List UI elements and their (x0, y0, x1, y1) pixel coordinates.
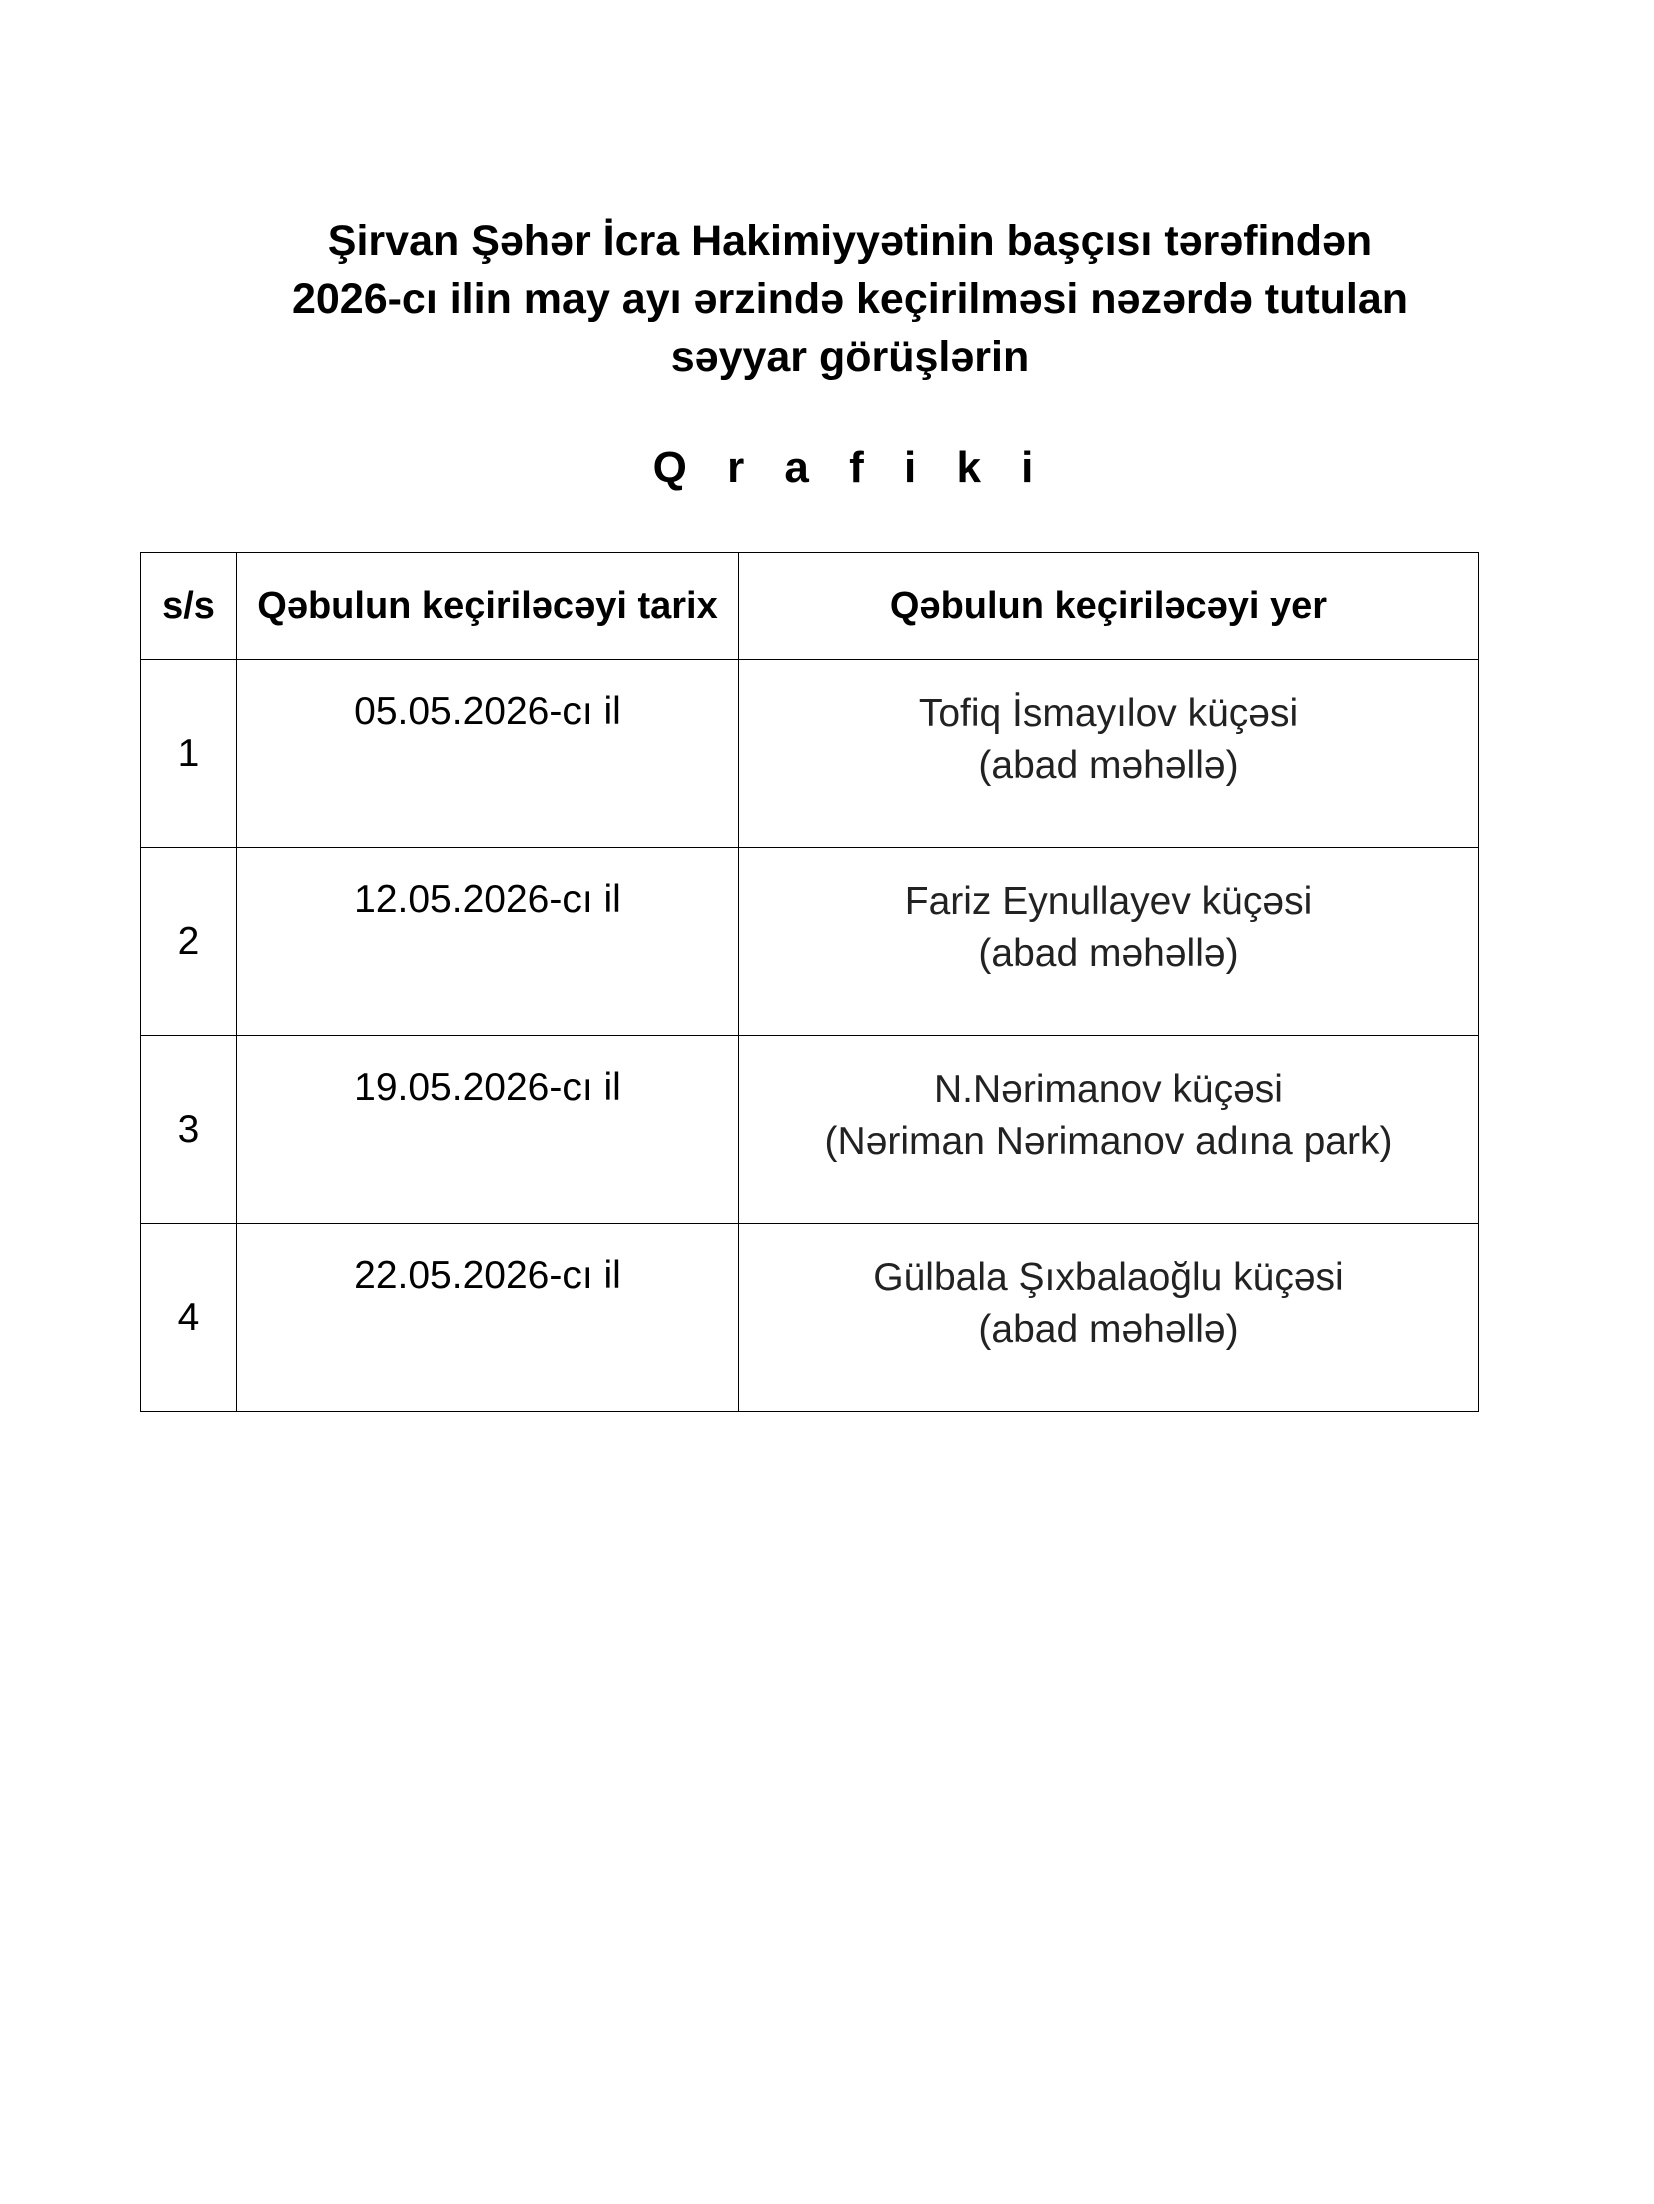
header-date: Qəbulun keçiriləcəyi tarix (237, 553, 739, 660)
table-row (141, 1224, 1479, 1412)
document-title: Q r a f i k i (652, 443, 1048, 492)
row-number: 1 (141, 660, 237, 848)
row-date: 05.05.2026-cı il (237, 660, 739, 848)
row-number: 3 (141, 1036, 237, 1224)
row-place (739, 1036, 1479, 1224)
place-detail: (abad məhəllə) (978, 1308, 1239, 1351)
heading-line-1: Şirvan Şəhər İcra Hakimiyyətinin başçısı tərəfindən (327, 217, 1373, 265)
table-row (141, 848, 1479, 1036)
row-date: 22.05.2026-cı il (237, 1224, 739, 1412)
row-date: 12.05.2026-cı il (237, 848, 739, 1036)
row-place (739, 1224, 1479, 1412)
table-row (141, 1036, 1479, 1224)
table-header-row (141, 553, 1479, 660)
row-number: 2 (141, 848, 237, 1036)
place-street: Gülbala Şıxbalaoğlu küçəsi (873, 1256, 1344, 1299)
place-street: Tofiq İsmayılov küçəsi (918, 692, 1299, 735)
place-detail: (abad məhəllə) (978, 932, 1239, 975)
place-street: N.Nərimanov küçəsi (934, 1068, 1283, 1111)
table-row (141, 660, 1479, 848)
place-detail: (abad məhəllə) (978, 744, 1239, 787)
heading-line-2: 2026-cı ilin may ayı ərzində keçirilməsi nəzərdə tutulan (291, 275, 1409, 323)
place-street: Fariz Eynullayev küçəsi (904, 880, 1313, 923)
schedule-table (140, 552, 1479, 1412)
header-number: s/s (141, 553, 237, 660)
row-place (739, 660, 1479, 848)
place-detail: (Nəriman Nərimanov adına park) (824, 1120, 1393, 1163)
document-heading (180, 212, 1520, 386)
row-date: 19.05.2026-cı il (237, 1036, 739, 1224)
header-place: Qəbulun keçiriləcəyi yer (739, 553, 1479, 660)
heading-line-3: səyyar görüşlərin (670, 333, 1030, 381)
row-place (739, 848, 1479, 1036)
row-number: 4 (141, 1224, 237, 1412)
